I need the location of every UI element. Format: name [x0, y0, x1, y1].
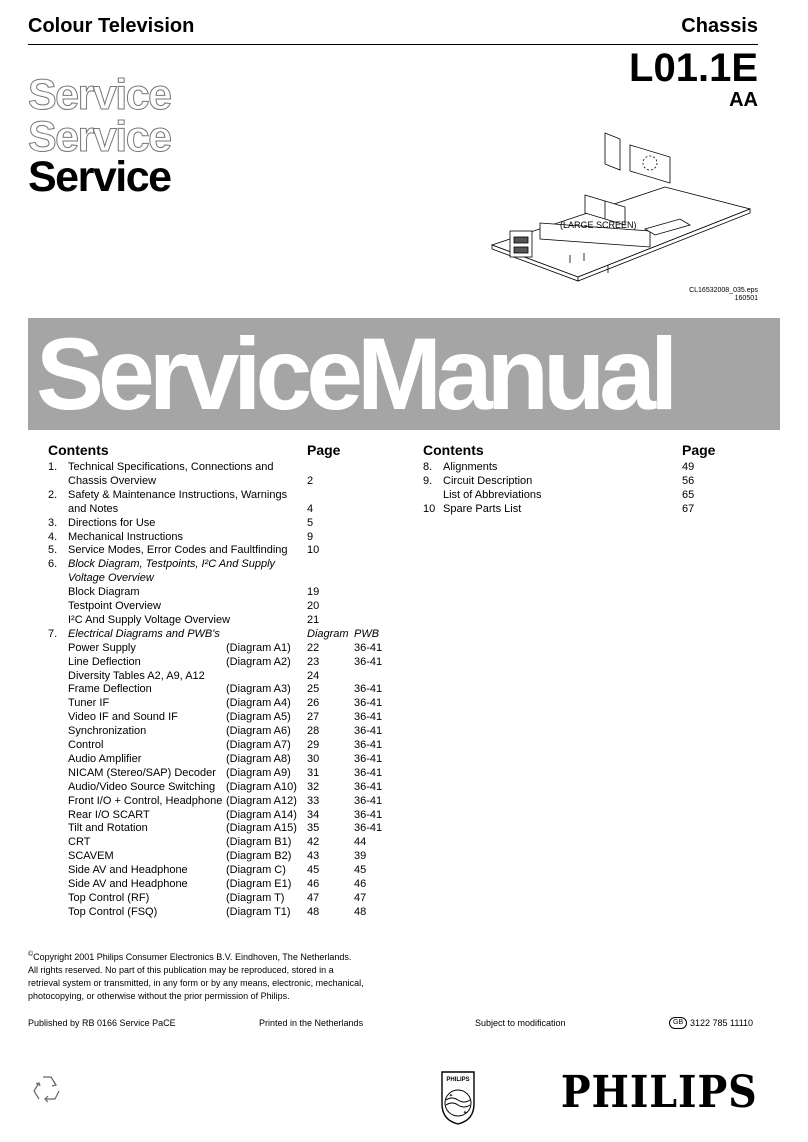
toc-row-title: Video IF and Sound IF — [68, 711, 178, 724]
toc-row-title: Spare Parts List — [443, 502, 522, 515]
toc-row-diagram: (Diagram T) — [226, 891, 285, 904]
toc-row-page: 5 — [307, 516, 314, 529]
toc-left — [48, 443, 388, 923]
toc-row-title: Testpoint Overview — [68, 600, 161, 612]
toc-right-heading: Contents — [423, 442, 484, 458]
toc-row-pwb: 36-41 — [354, 655, 383, 668]
toc-row-title: Front I/O + Control, Headphone — [68, 794, 223, 807]
toc-row-pwb: 36-41 — [354, 780, 383, 793]
toc-row-number: 10 — [423, 502, 436, 515]
toc-row-title: Top Control (FSQ) — [68, 905, 158, 918]
toc-row-diagram: (Diagram A8) — [226, 752, 291, 765]
illustration-file-ref — [689, 287, 758, 303]
service-manual-banner — [28, 318, 780, 430]
toc-row-page: 27 — [307, 711, 320, 724]
toc-row-page: 10 — [307, 544, 320, 557]
philips-shield-logo — [438, 1070, 478, 1126]
toc-row-page: 30 — [307, 752, 320, 765]
toc-row-diagram: (Diagram A7) — [226, 739, 291, 751]
toc-row-diagram: (Diagram A5) — [226, 711, 291, 724]
toc-row-number: 2. — [48, 488, 58, 501]
toc-row-number: 1. — [48, 461, 58, 473]
document-category: Colour Television — [28, 15, 195, 37]
chassis-label: Chassis — [681, 15, 758, 37]
toc-row-pwb: 36-41 — [354, 794, 383, 807]
toc-row-pwb: PWB — [354, 627, 380, 640]
toc-row-diagram: (Diagram A6) — [226, 725, 291, 738]
toc-row-pwb: 36-41 — [354, 822, 383, 835]
toc-row-diagram: (Diagram B2) — [226, 850, 292, 863]
toc-row-diagram: (Diagram A9) — [226, 766, 291, 779]
toc-row-diagram: (Diagram A14) — [226, 808, 297, 821]
toc-row-diagram: (Diagram C) — [226, 864, 286, 877]
document-code: 3122 785 11110 — [690, 1018, 754, 1028]
toc-row-page: 2 — [307, 474, 314, 487]
toc-row-title: Power Supply — [68, 641, 136, 654]
toc-row-diagram: (Diagram B1) — [226, 836, 292, 849]
toc-row-page: 33 — [307, 794, 320, 807]
toc-row-number: 3. — [48, 516, 58, 529]
toc-row-page: 47 — [307, 891, 320, 904]
toc-row-diagram: (Diagram A15) — [226, 822, 297, 835]
toc-row-title: Control — [68, 739, 104, 751]
toc-row-number: 4. — [48, 530, 58, 543]
toc-row-title: Frame Deflection — [68, 683, 152, 696]
toc-row-pwb: 36-41 — [354, 725, 383, 738]
toc-row-title: NICAM (Stereo/SAP) Decoder — [68, 766, 216, 779]
toc-left-page-heading: Page — [307, 442, 341, 458]
toc-row-page: 9 — [307, 530, 314, 543]
toc-row-page: Diagram — [307, 627, 349, 640]
toc-row-page: 26 — [307, 697, 320, 710]
toc-row-title: Electrical Diagrams and PWB's — [68, 627, 220, 640]
toc-row-diagram: (Diagram E1) — [226, 878, 292, 890]
chassis-model: L01.1E — [629, 46, 758, 90]
toc-row-diagram: (Diagram A1) — [226, 641, 291, 654]
toc-row-diagram: (Diagram A10) — [226, 780, 297, 793]
service-word-solid: Service — [28, 153, 171, 201]
toc-row-page: 22 — [307, 641, 320, 654]
toc-row-number: 6. — [48, 558, 58, 571]
illustration-caption: (LARGE SCREEN) — [560, 220, 637, 230]
toc-row-page: 32 — [307, 780, 320, 793]
toc-row-title: Tuner IF — [68, 697, 110, 710]
toc-row-number: 8. — [423, 461, 433, 473]
toc-row-title: Technical Specifications, Connections and — [68, 461, 274, 473]
toc-row-title: Mechanical Instructions — [68, 530, 183, 543]
copyright-line-4: photocopying, or otherwise without the prior permission of Philips. — [28, 991, 290, 1001]
toc-row-title: Block Diagram, Testpoints, I²C And Supply — [68, 558, 276, 571]
toc-row-page: 20 — [307, 600, 320, 612]
toc-row-number: 7. — [48, 627, 58, 640]
toc-row-title: Top Control (RF) — [68, 891, 150, 904]
toc-row-title: Directions for Use — [68, 516, 156, 529]
banner-word-manual: Manual — [356, 318, 673, 430]
toc-row-pwb: 36-41 — [354, 808, 383, 821]
toc-row-pwb: 36-41 — [354, 752, 383, 765]
toc-row-page: 4 — [307, 502, 314, 515]
toc-row-page: 45 — [307, 864, 320, 877]
copyright-notice — [28, 948, 408, 1003]
toc-row-title: Block Diagram — [68, 586, 140, 599]
toc-row-pwb: 36-41 — [354, 766, 383, 779]
toc-row-pwb: 48 — [354, 905, 367, 918]
toc-row-pwb: 47 — [354, 891, 367, 904]
copyright-line-1: Copyright 2001 Philips Consumer Electronics B.V. Eindhoven, The Netherlands. — [33, 952, 352, 962]
toc-row-diagram: (Diagram A3) — [226, 683, 291, 696]
banner-title — [36, 318, 672, 430]
toc-row-page: 34 — [307, 808, 320, 821]
file-ref-name: CL16532008_035.eps — [689, 287, 758, 294]
toc-row-title: Audio Amplifier — [68, 752, 142, 765]
footer-subject: Subject to modification — [475, 1018, 566, 1028]
toc-row-page: 29 — [307, 739, 320, 751]
toc-row-pwb: 36-41 — [354, 641, 383, 654]
toc-row-page: 23 — [307, 655, 320, 668]
toc-row-page: 35 — [307, 822, 320, 835]
copyright-symbol: © — [28, 951, 34, 958]
toc-row-pwb: 36-41 — [354, 711, 383, 724]
toc-row-title: Circuit Description — [443, 474, 533, 487]
toc-right-page-heading: Page — [682, 442, 716, 458]
toc-row-pwb: 36-41 — [354, 683, 383, 696]
banner-word-service: Service — [36, 318, 357, 430]
toc-row-pwb: 44 — [354, 836, 367, 849]
toc-row-page: 48 — [307, 905, 320, 918]
toc-row-number: 5. — [48, 544, 58, 557]
header-rule — [28, 44, 758, 45]
toc-row-page: 24 — [307, 669, 320, 682]
service-word-outline-2: Service — [28, 113, 171, 161]
toc-row-page: 28 — [307, 725, 320, 738]
toc-row-title: and Notes — [68, 502, 119, 515]
toc-row-pwb: 39 — [354, 850, 367, 863]
toc-row-title: Voltage Overview — [68, 572, 154, 585]
toc-row-title: Synchronization — [68, 725, 147, 738]
toc-row-number: 9. — [423, 474, 433, 487]
toc-row-title: Safety & Maintenance Instructions, Warnings — [68, 488, 288, 501]
toc-row-page: 25 — [307, 683, 320, 696]
philips-wordmark: PHILIPS — [561, 1067, 758, 1118]
toc-row-title: CRT — [68, 836, 91, 849]
toc-row-title: Tilt and Rotation — [68, 822, 148, 835]
shield-text: PHILIPS — [446, 1077, 470, 1083]
toc-row-diagram: (Diagram A2) — [226, 655, 291, 668]
toc-row-page: 56 — [682, 474, 695, 487]
toc-row-title: Service Modes, Error Codes and Faultfinding — [68, 544, 288, 557]
toc-row-page: 65 — [682, 488, 695, 501]
toc-row-page: 21 — [307, 613, 320, 626]
footer-printed: Printed in the Netherlands — [259, 1018, 364, 1028]
toc-row-pwb: 36-41 — [354, 697, 383, 710]
toc-row-title: Audio/Video Source Switching — [68, 780, 216, 793]
toc-row-page: 49 — [682, 461, 695, 473]
toc-row-title: Side AV and Headphone — [68, 864, 188, 877]
footer-published: Published by RB 0166 Service PaCE — [28, 1018, 176, 1028]
toc-row-title: SCAVEM — [68, 850, 114, 863]
copyright-line-2: All rights reserved. No part of this publication may be reproduced, stored in a — [28, 965, 334, 975]
recycle-icon — [30, 1073, 64, 1103]
toc-row-title: Diversity Tables A2, A9, A12 — [68, 669, 205, 682]
toc-row-diagram: (Diagram A12) — [226, 794, 297, 807]
toc-row-diagram: (Diagram A4) — [226, 697, 291, 710]
toc-row-page: 67 — [682, 502, 695, 515]
svg-text:✦: ✦ — [462, 1110, 468, 1116]
toc-row-page: 31 — [307, 766, 320, 779]
file-ref-date: 160501 — [734, 295, 758, 302]
toc-right — [423, 443, 763, 523]
toc-row-page: 42 — [307, 836, 320, 849]
toc-row-page: 46 — [307, 878, 320, 890]
toc-row-title: Side AV and Headphone — [68, 878, 188, 890]
toc-row-title: Chassis Overview — [68, 474, 157, 487]
toc-row-title: Rear I/O SCART — [68, 808, 150, 821]
toc-row-pwb: 45 — [354, 864, 367, 877]
toc-row-title: List of Abbreviations — [443, 488, 542, 501]
toc-row-title: Line Deflection — [68, 655, 141, 668]
language-badge: GB — [669, 1017, 687, 1029]
toc-row-pwb: 46 — [354, 878, 367, 890]
copyright-line-3: retrieval system or transmitted, in any form or by any means, electronic, mechanical, — [28, 978, 364, 988]
toc-left-heading: Contents — [48, 442, 109, 458]
service-word-outline-1: Service — [28, 71, 171, 119]
toc-row-title: Alignments — [443, 461, 498, 473]
chassis-board-illustration — [480, 125, 770, 285]
toc-row-page: 43 — [307, 850, 320, 863]
svg-text:✦: ✦ — [448, 1093, 454, 1099]
toc-row-diagram: (Diagram T1) — [226, 905, 291, 918]
toc-row-page: 19 — [307, 586, 320, 599]
chassis-variant: AA — [729, 89, 758, 111]
toc-row-title: I²C And Supply Voltage Overview — [68, 613, 231, 626]
toc-row-pwb: 36-41 — [354, 739, 383, 751]
